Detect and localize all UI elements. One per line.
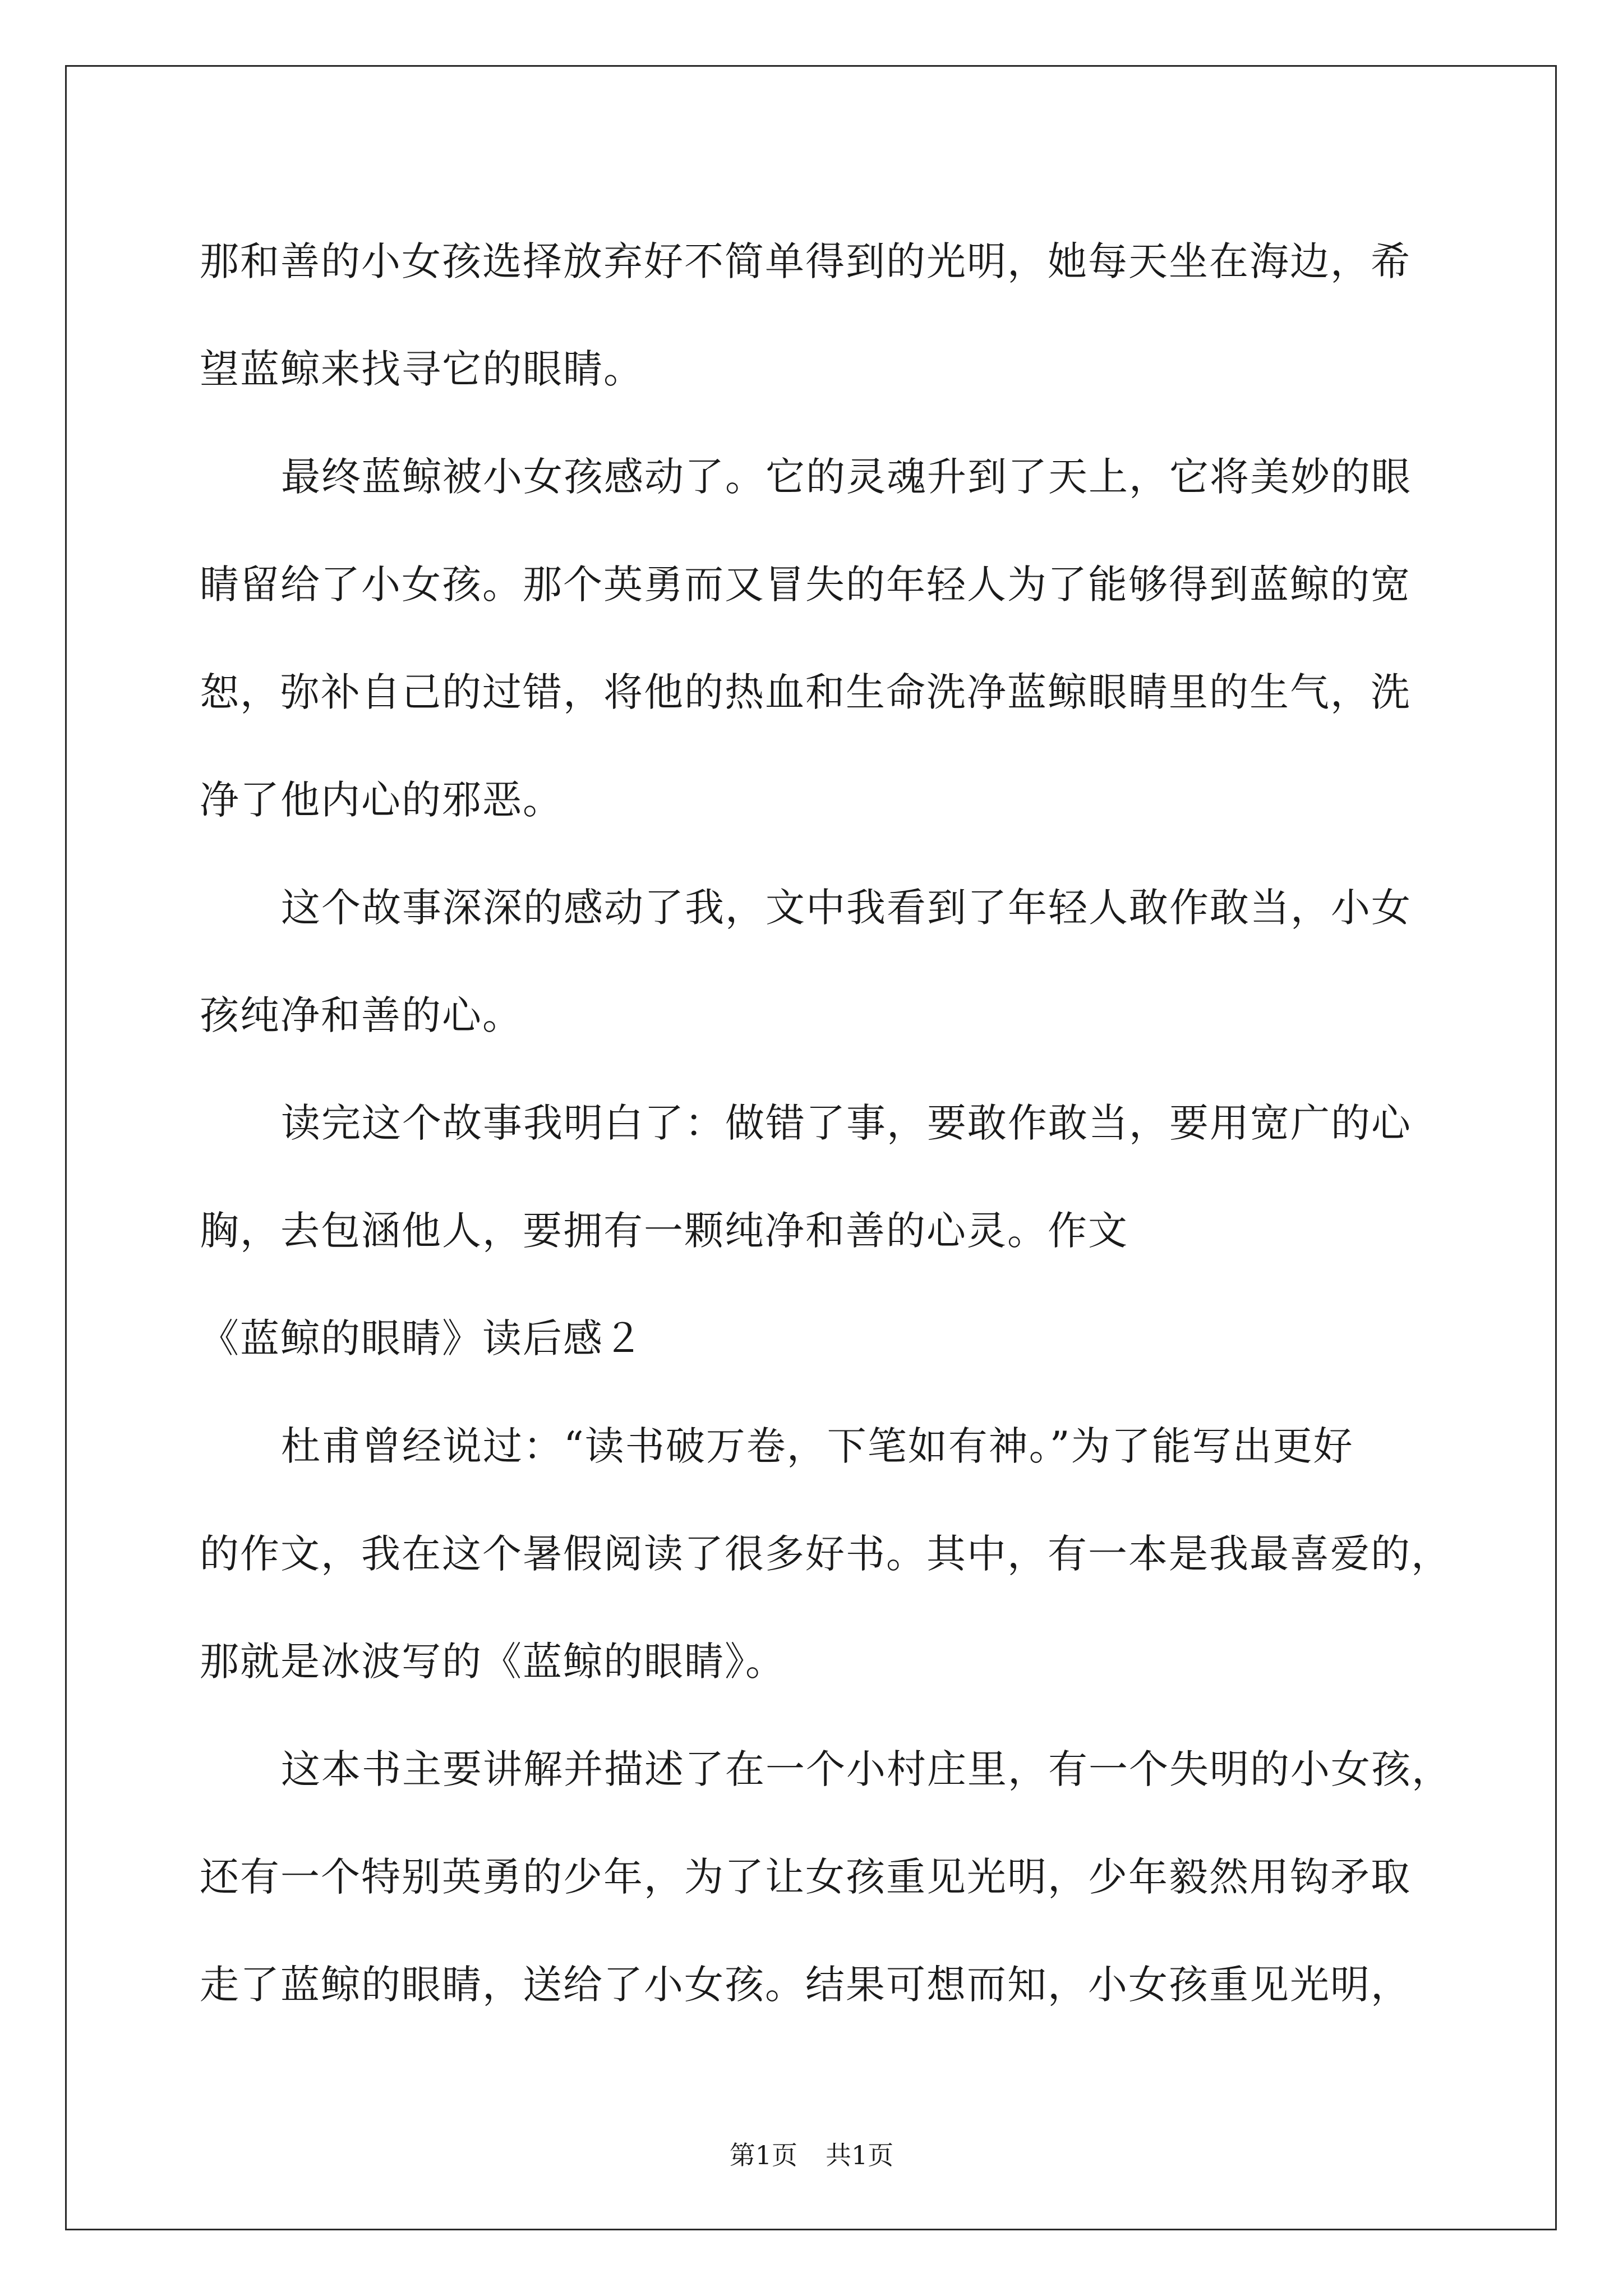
text-line: 杜甫曾经说过：“读书破万卷，下笔如有神。”为了能写出更好 xyxy=(281,1423,1354,1469)
text-line: 还有一个特别英勇的少年，为了让女孩重见光明，少年毅然用钩矛取 xyxy=(200,1854,1411,1900)
text-line: 胸，去包涵他人，要拥有一颗纯净和善的心灵。作文 xyxy=(200,1208,1128,1254)
text-line: 恕，弥补自己的过错，将他的热血和生命洗净蓝鲸眼睛里的生气，洗 xyxy=(200,669,1411,715)
page-number-current: 第1页 xyxy=(729,2140,797,2170)
text-line: 那和善的小女孩选择放弃好不简单得到的光明，她每天坐在海边，希 xyxy=(200,238,1411,284)
text-line: 这个故事深深的感动了我，文中我看到了年轻人敢作敢当，小女 xyxy=(281,885,1412,931)
text-line: 孩纯净和善的心。 xyxy=(200,992,523,1038)
text-line: 那就是冰波写的《蓝鲸的眼睛》。 xyxy=(200,1639,786,1685)
text-line: 睛留给了小女孩。那个英勇而又冒失的年轻人为了能够得到蓝鲸的宽 xyxy=(200,562,1411,608)
text-line: 走了蓝鲸的眼睛，送给了小女孩。结果可想而知，小女孩重见光明， xyxy=(200,1962,1411,2008)
page-number-total: 共1页 xyxy=(826,2140,894,2170)
text-line: 这本书主要讲解并描述了在一个小村庄里，有一个失明的小女孩， xyxy=(281,1746,1452,1792)
document-body xyxy=(200,208,1452,2039)
text-line: 最终蓝鲸被小女孩感动了。它的灵魂升到了天上，它将美妙的眼 xyxy=(281,454,1412,500)
text-line: 净了他内心的邪恶。 xyxy=(200,777,563,823)
section-heading: 《蓝鲸的眼睛》读后感２ xyxy=(200,1315,644,1361)
text-line: 读完这个故事我明白了：做错了事，要敢作敢当，要用宽广的心 xyxy=(281,1100,1412,1146)
text-line: 望蓝鲸来找寻它的眼睛。 xyxy=(200,346,644,392)
page-footer xyxy=(0,2138,1623,2172)
text-line: 的作文，我在这个暑假阅读了很多好书。其中，有一本是我最喜爱的， xyxy=(200,1531,1451,1577)
